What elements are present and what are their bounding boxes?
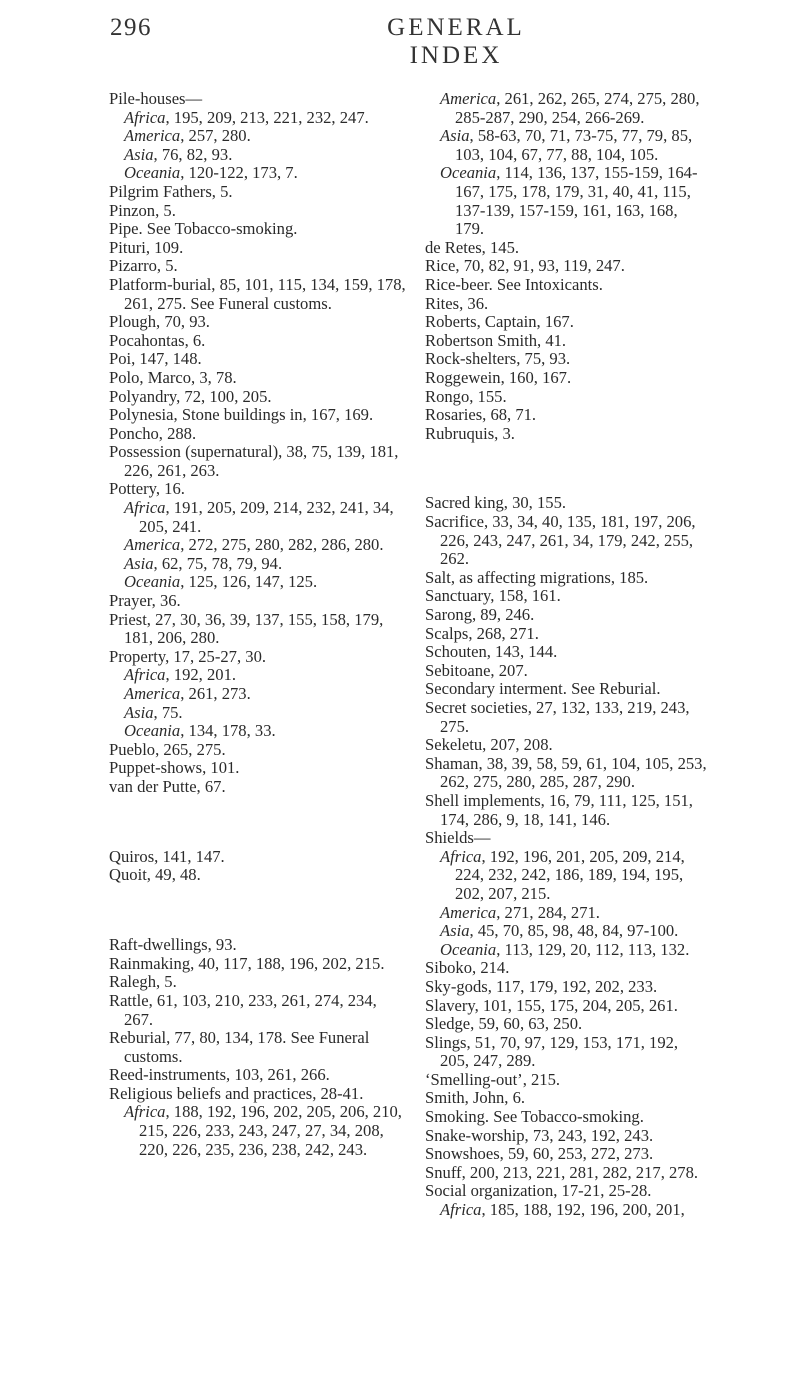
index-entry: Pipe. See Tobacco-smoking. <box>109 219 298 239</box>
index-entry: Quiros, 141, 147. <box>109 846 225 866</box>
index-entry: de Retes, 145. <box>425 237 520 257</box>
index-entry: Snuff, 200, 213, 221, 281, 282, 217, 278. <box>425 1162 699 1182</box>
index-subentry: Africa, 191, 205, 209, 214, 232, 241, 34, 205, 241. <box>124 498 394 536</box>
index-entry: Secret societies, 27, 132, 133, 219, 243, 275. <box>425 698 690 736</box>
index-subentry: Africa, 192, 201. <box>124 665 237 685</box>
index-entry: Social organization, 17-21, 25-28. <box>425 1181 652 1201</box>
index-entry: Reed-instruments, 103, 261, 266. <box>109 1065 330 1085</box>
index-entry: Possession (supernatural), 38, 75, 139, 181, 226, 261, 263. <box>109 442 399 480</box>
index-entry: Prayer, 36. <box>109 591 181 611</box>
index-entry: Platform-burial, 85, 101, 115, 134, 159, 178, 261, 275. See Funeral customs. <box>109 274 406 313</box>
index-entry: Rites, 36. <box>425 293 489 313</box>
index-column-left <box>109 90 406 1159</box>
index-entry: Slings, 51, 70, 97, 129, 153, 171, 192, 205, 247, 289. <box>425 1032 679 1071</box>
index-entry: Snake-worship, 73, 243, 192, 243. <box>425 1125 654 1145</box>
index-entry: Polo, Marco, 3, 78. <box>109 367 237 387</box>
index-entry: Rock-shelters, 75, 93. <box>425 349 571 369</box>
index-entry: Rongo, 155. <box>425 386 507 406</box>
index-entry: Slavery, 101, 155, 175, 204, 205, 261. <box>425 995 678 1015</box>
index-entry: Pocahontas, 6. <box>109 330 206 350</box>
index-entry: Rubruquis, 3. <box>425 423 515 443</box>
index-entry: Shields— <box>425 828 491 848</box>
index-section-gap <box>425 460 709 478</box>
index-entry: Pizarro, 5. <box>109 256 178 276</box>
index-entry: Polyandry, 72, 100, 205. <box>109 386 272 406</box>
index-entry: van der Putte, 67. <box>109 776 226 796</box>
page-title: GENERAL INDEX <box>387 14 525 69</box>
index-subentry: Africa, 192, 196, 201, 205, 209, 214, 224, 232, 242, 186, 189, 194, 195, 202, 207, 215. <box>440 846 685 903</box>
index-entry: Sebitoane, 207. <box>425 660 528 680</box>
index-section-gap <box>109 902 406 920</box>
index-entry: Sacrifice, 33, 34, 40, 135, 181, 197, 206, 226, 243, 247, 261, 34, 179, 242, 255, 262. <box>425 512 696 569</box>
index-entry: Pile-houses— <box>109 89 203 108</box>
index-entry: Pottery, 16. <box>109 479 185 499</box>
index-subentry: America, 271, 284, 271. <box>440 902 600 922</box>
index-entry: Priest, 27, 30, 36, 39, 137, 155, 158, 179, 181, 206, 280. <box>109 609 384 648</box>
index-subentry: Oceania, 125, 126, 147, 125. <box>124 572 318 592</box>
index-entry: Reburial, 77, 80, 134, 178. See Funeral customs. <box>109 1028 370 1066</box>
index-subentry: America, 272, 275, 280, 282, 286, 280. <box>124 535 384 555</box>
index-entry: Quoit, 49, 48. <box>109 865 201 885</box>
index-subentry: Oceania, 120-122, 173, 7. <box>124 163 298 183</box>
index-entry: Schouten, 143, 144. <box>425 642 558 662</box>
index-entry: Salt, as affecting migrations, 185. <box>425 567 649 587</box>
index-entry: Roggewein, 160, 167. <box>425 367 572 387</box>
index-entry: Rattle, 61, 103, 210, 233, 261, 274, 234, 267. <box>109 990 377 1029</box>
index-section-gap <box>109 813 406 831</box>
index-entry: Sekeletu, 207, 208. <box>425 735 553 755</box>
running-header <box>110 14 680 69</box>
index-subentry: Asia, 75. <box>124 702 183 722</box>
index-entry: Roberts, Captain, 167. <box>425 312 574 332</box>
index-entry: Smith, John, 6. <box>425 1088 526 1108</box>
index-entry: Sky-gods, 117, 179, 192, 202, 233. <box>425 976 658 996</box>
index-subentry: Africa, 185, 188, 192, 196, 200, 201, <box>440 1200 685 1220</box>
index-entry: Polynesia, Stone buildings in, 167, 169. <box>109 405 374 425</box>
index-entry: Snowshoes, 59, 60, 253, 272, 273. <box>425 1144 654 1164</box>
index-entry: Sledge, 59, 60, 63, 250. <box>425 1014 583 1034</box>
index-entry: Religious beliefs and practices, 28-41. <box>109 1083 364 1103</box>
index-entry: Poncho, 288. <box>109 423 197 443</box>
index-entry: Sanctuary, 158, 161. <box>425 586 561 606</box>
index-entry: Siboko, 214. <box>425 958 510 978</box>
index-entry: Sacred king, 30, 155. <box>425 493 567 513</box>
index-subentry: Africa, 195, 209, 213, 221, 232, 247. <box>124 107 369 127</box>
index-entry: Rice-beer. See Intoxicants. <box>425 274 603 294</box>
index-entry: Shaman, 38, 39, 58, 59, 61, 104, 105, 253, 262, 275, 280, 285, 287, 290. <box>425 753 707 792</box>
index-subentry: America, 261, 273. <box>124 684 251 703</box>
index-subentry: Asia, 58-63, 70, 71, 73-75, 77, 79, 85, 103, 104, 67, 77, 88, 104, 105. <box>440 126 693 164</box>
index-entry: Rice, 70, 82, 91, 93, 119, 247. <box>425 256 625 276</box>
index-entry: Rosaries, 68, 71. <box>425 405 537 425</box>
index-entry: Raft-dwellings, 93. <box>109 935 237 955</box>
index-column-right <box>425 90 709 1220</box>
index-subentry: Oceania, 114, 136, 137, 155-159, 164-167, 175, 178, 179, 31, 40, 41, 115, 137-139, 157-159, 161, 163, 168, 179. <box>440 163 698 239</box>
index-subentry: America, 257, 280. <box>124 126 251 146</box>
index-entry: Pinzon, 5. <box>109 200 176 220</box>
index-entry: Rainmaking, 40, 117, 188, 196, 202, 215. <box>109 953 385 973</box>
index-subentry: America, 261, 262, 265, 274, 275, 280, 285-287, 290, 254, 266-269. <box>440 89 700 127</box>
page-number: 296 <box>110 14 152 41</box>
index-entry: ‘Smelling-out’, 215. <box>425 1069 561 1089</box>
index-entry: Poi, 147, 148. <box>109 349 202 369</box>
index-entry: Property, 17, 25-27, 30. <box>109 646 267 666</box>
index-subentry: Oceania, 113, 129, 20, 112, 113, 132. <box>440 939 690 959</box>
index-subentry: Oceania, 134, 178, 33. <box>124 721 276 741</box>
index-entry: Robertson Smith, 41. <box>425 330 567 350</box>
index-entry: Sarong, 89, 246. <box>425 605 535 625</box>
index-entry: Scalps, 268, 271. <box>425 623 539 643</box>
index-entry: Plough, 70, 93. <box>109 312 210 332</box>
index-subentry: Africa, 188, 192, 196, 202, 205, 206, 210, 215, 226, 233, 243, 247, 27, 34, 208, 220, 226, 235, 236, 238, 242, 243. <box>124 1102 402 1159</box>
index-entry: Pueblo, 265, 275. <box>109 739 226 759</box>
index-entry: Secondary interment. See Reburial. <box>425 679 661 699</box>
index-subentry: Asia, 62, 75, 78, 79, 94. <box>124 553 283 573</box>
index-entry: Puppet-shows, 101. <box>109 758 240 778</box>
index-entry: Shell implements, 16, 79, 111, 125, 151, 174, 286, 9, 18, 141, 146. <box>425 790 693 829</box>
index-entry: Smoking. See Tobacco-smoking. <box>425 1107 644 1127</box>
index-entry: Pituri, 109. <box>109 237 184 257</box>
index-subentry: Asia, 76, 82, 93. <box>124 144 233 164</box>
index-subentry: Asia, 45, 70, 85, 98, 48, 84, 97-100. <box>440 921 679 941</box>
index-entry: Pilgrim Fathers, 5. <box>109 181 233 201</box>
index-entry: Ralegh, 5. <box>109 972 177 992</box>
